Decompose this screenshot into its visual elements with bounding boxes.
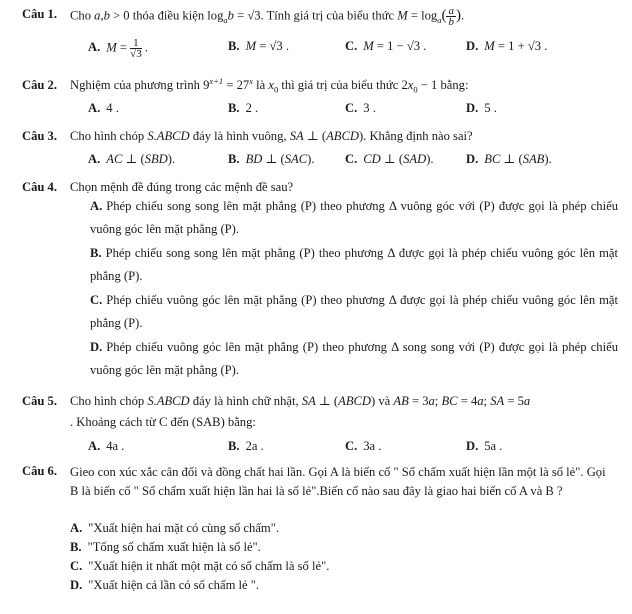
- question-label: Câu 2.: [22, 78, 57, 92]
- option-b[interactable]: B. 2 .: [228, 101, 259, 115]
- question-stem: Nghiệm của phương trình $9^{x+1} = 27^x$ là $x_0$ thì giá trị của biểu thức $2x_0 - 1$ bằng:: [70, 75, 469, 95]
- option-a[interactable]: A. M = $\frac{1}{√3}$ .: [88, 37, 148, 60]
- option-a[interactable]: A. "Xuất hiện hai mặt có cùng số chấm".: [70, 521, 279, 535]
- option-a[interactable]: A. 4 .: [88, 101, 119, 115]
- question-stem: Cho hình chóp S.ABCD đáy là hình vuông, SA ⊥ (ABCD). Khẳng định nào sai?: [70, 129, 473, 143]
- option-d[interactable]: D. Phép chiếu vuông góc lên mặt phẳng (P) theo phương Δ song song với (P) được gọi là phép chiếu vuông góc lên mặt phẳng (P).: [90, 340, 618, 377]
- option-d[interactable]: D. BC ⊥ (SAB).: [466, 152, 552, 166]
- option-a[interactable]: A. AC ⊥ (SBD).: [88, 152, 176, 166]
- option-d[interactable]: D. "Xuất hiện cả lần có số chấm lẻ ".: [70, 578, 260, 592]
- option-c[interactable]: C. 3a .: [345, 439, 382, 453]
- question-label: Câu 4.: [22, 180, 57, 194]
- option-c[interactable]: C. "Xuất hiện it nhất một mặt có số chấm là số lẻ".: [70, 559, 330, 573]
- option-b[interactable]: B. 2a .: [228, 439, 264, 453]
- option-c[interactable]: C. M = 1 − √3 .: [345, 39, 427, 53]
- option-c[interactable]: C. Phép chiếu vuông góc lên mặt phẳng (P) theo phương Δ được gọi là phép chiếu vuông góc lên mặt phẳng (P).: [90, 293, 618, 330]
- question-stem: Gieo con xúc xắc cân đối và đồng chất hai lần. Gọi A là biến cố " Số chấm xuất hiện lần một là số lẻ". Gọi B là biến cố " Số chấm xuất hiện lần hai là số lẻ".Biến cố nào sau đây là giao hai biến cố A và B ?: [70, 465, 606, 498]
- option-b[interactable]: B. M = √3 .: [228, 39, 289, 53]
- question-label: Câu 1.: [22, 7, 57, 21]
- exam-page: Câu 1. Cho a,b > 0 thỏa điều kiện $\log_ab = √3$. Tính giá trị của biểu thức $M = \log_a$( $\frac{a}{b}$ ). A. M = $\frac{1}{√3}$ . B. M = √3 . C. M = 1 − √3 . D. M = 1 + √3 . Câu 2. Nghiệm của phương trình $9^{x+1} = 27^x$ là $x_0$ thì giá trị của biểu thức $2x_0 - 1$ bằng: A. 4 . B. 2 . C. 3 . D. 5 . Câu 3. Cho hình chóp S.ABCD đáy là hình vuông, SA ⊥ (ABCD). Khẳng định nào sai? A. AC ⊥ (SBD). B. BD ⊥ (SAC). C. CD ⊥ (SAD). D. BC ⊥ (SAB). Câu 4. Chọn mệnh đề đúng trong các mệnh đề sau? A. Phép chiếu song song lên mặt phẳng (P) theo phương Δ vuông góc với (P) được gọi là phép chiếu vuông góc lên mặt phẳng (P). B. Phép chiếu song song lên mặt phẳng (P) theo phương Δ được gọi là phép chiếu vuông góc lên mặt phẳng (P). C. Phép chiếu vuông góc lên mặt phẳng (P) theo phương Δ được gọi là phép chiếu vuông góc lên mặt phẳng (P). D. Phép chiếu vuông góc lên mặt phẳng (P) theo phương Δ song song với (P) được gọi là phép chiếu vuông góc lên mặt phẳng (P). Câu 5. Cho hình chóp S.ABCD đáy là hình chữ nhật, SA ⊥ (ABCD) và AB = 3a; BC = 4a; SA = 5a . Khoảng cách từ C đến (SAB) bằng: A. 4a . B. 2a . C. 3a . D. 5a . Câu 6. Gieo con xúc xắc cân đối và đồng chất hai lần. Gọi A là biến cố " Số chấm xuất hiện lần một là số lẻ". Gọi B là biến cố " Số chấm xuất hiện lần hai là số lẻ".Biến cố nào sau đây là giao hai biến cố A và B ? A. "Xuất hiện hai mặt có cùng số chấm". B. "Tổng số chấm xuất hiện là số lẻ". C. "Xuất hiện it nhất một mặt có số chấm là số lẻ". D. "Xuất hiện cả lần có số chấm lẻ ".: [0, 0, 632, 614]
- question-stem: Cho a,b > 0 thỏa điều kiện $\log_ab = √3$. Tính giá trị của biểu thức $M = \log_a$( $\frac{a}{b}$ ).: [70, 5, 465, 28]
- option-d[interactable]: D. 5 .: [466, 101, 497, 115]
- option-a[interactable]: A. 4a .: [88, 439, 125, 453]
- option-c[interactable]: C. 3 .: [345, 101, 376, 115]
- option-b[interactable]: B. BD ⊥ (SAC).: [228, 152, 315, 166]
- option-d[interactable]: D. M = 1 + √3 .: [466, 39, 548, 53]
- option-a[interactable]: A. Phép chiếu song song lên mặt phẳng (P) theo phương Δ vuông góc với (P) được gọi là phép chiếu vuông góc lên mặt phẳng (P).: [90, 199, 618, 236]
- question-stem: Cho hình chóp S.ABCD đáy là hình chữ nhật, SA ⊥ (ABCD) và AB = 3a; BC = 4a; SA = 5a: [70, 394, 531, 408]
- option-b[interactable]: B. "Tổng số chấm xuất hiện là số lẻ".: [70, 540, 261, 554]
- question-stem: Chọn mệnh đề đúng trong các mệnh đề sau?: [70, 180, 294, 194]
- question-label: Câu 3.: [22, 129, 57, 143]
- option-c[interactable]: C. CD ⊥ (SAD).: [345, 152, 434, 166]
- option-d[interactable]: D. 5a .: [466, 439, 503, 453]
- question-label: Câu 6.: [22, 464, 57, 478]
- option-b[interactable]: B. Phép chiếu song song lên mặt phẳng (P) theo phương Δ được gọi là phép chiếu vuông góc lên mặt phẳng (P).: [90, 246, 618, 283]
- question-label: Câu 5.: [22, 394, 57, 408]
